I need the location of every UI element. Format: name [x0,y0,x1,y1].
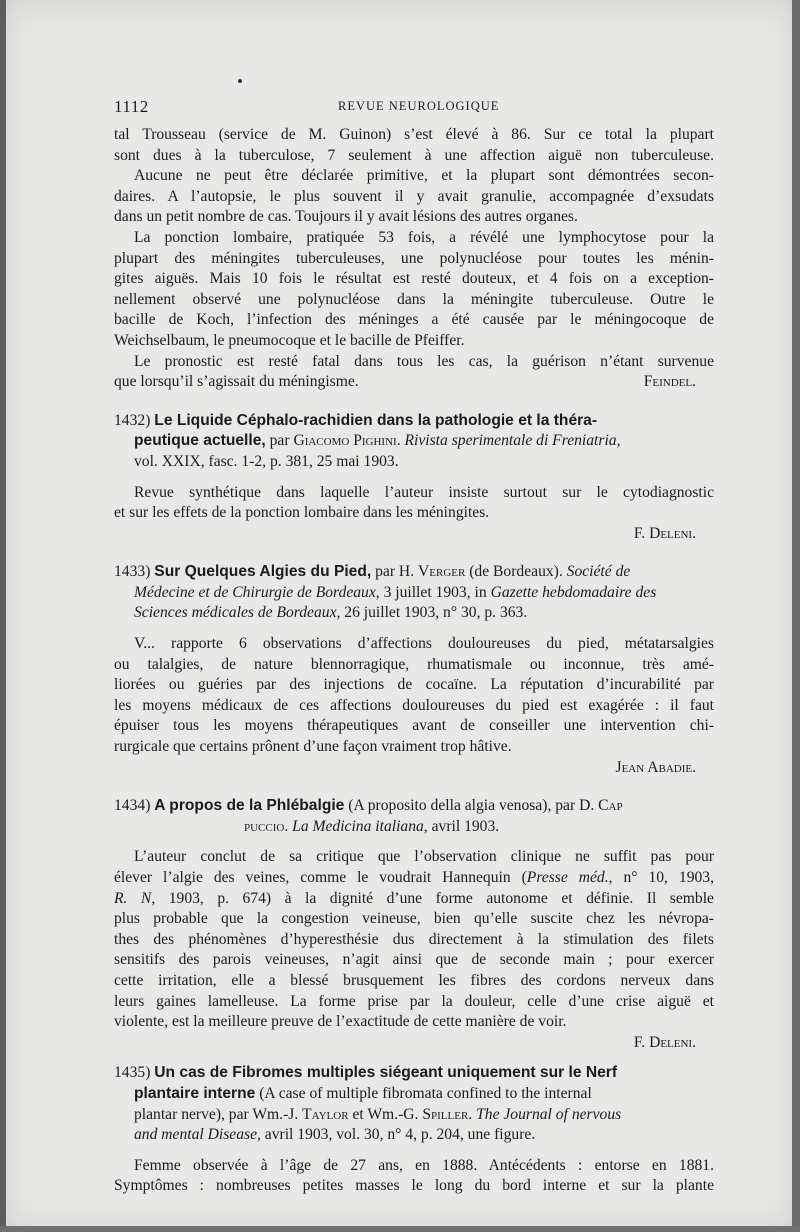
journal-title: Médecine et de Chirurgie de Bordeaux, [134,583,380,601]
text-line: plupart des méningites tuberculeuses, une polynucléose pour toutes les ménin- [114,249,714,267]
journal-title: Presse méd. [526,869,609,886]
scan-edge-left [0,0,6,1232]
article-heading [114,411,714,432]
text-fragment: que lorsqu’il s’agissait du méningisme. [114,373,359,391]
signature: Feindel. [643,373,696,391]
article-number: 1432) [114,411,151,429]
text-line: dans un petit nombre de cas. Toujours il y avait lésions des autres organes. [114,208,578,226]
text-fragment: élever l’algie des veines, comme le voudrait Hannequin ( [114,869,527,886]
article-title: peutique actuelle, [134,432,266,450]
journal-title: Sciences médicales de Bordeaux, [134,604,341,622]
text-line: rurgicale que certains prônent d’une façon vraiment trop hâtive. [114,738,512,756]
text-fragment: avril 1903, vol. 30, n° 4, p. 204, une figure. [260,1126,536,1144]
text-fragment: , n° 10, 1903, [608,869,714,886]
text-line: les moyens médicaux de ces affections douloureuses du pied est exagérée : il faut [114,696,714,714]
text-fragment: . [284,817,293,835]
text-line: daires. A l’autopsie, le plus souvent il y avait granulie, accompagnée d’exsudats [114,187,714,205]
text-fragment: 26 juillet 1903, n° 30, p. 363. [340,604,528,622]
author-name: Cap [598,797,623,815]
text-line: Weichselbaum, le pneumocoque et le bacille de Pfeiffer. [114,331,465,349]
citation-line [114,1125,714,1146]
section-gap [114,544,714,562]
article-heading: peutique actuelle, par Giacomo Pighini. Rivista sperimentale di Freniatria, [134,432,621,450]
text-line: sont dues à la tuberculose, 7 seulement à une affection aiguë non tuberculeuse. [114,146,714,164]
text-fragment: plantar nerve), par Wm.-J. [134,1105,303,1123]
text-line: Symptômes : nombreuses petites masses le long du bord interne et sur la plante [114,1177,714,1195]
text-line: violente, est la meilleure preuve de l’exactitude de cette manière de voir. [114,1013,567,1031]
page-header [114,97,714,117]
journal-title: Rivista sperimentale di Freniatria, [404,432,621,450]
text-line: La ponction lombaire, pratiquée 53 fois, a révélé une lymphocytose pour la [134,228,714,246]
article-heading [114,796,714,817]
text-fragment: avril 1903. [427,817,500,835]
section-gap [114,473,714,483]
text-line: bacille de Koch, l’infection des méninges a été causée par le méningocoque de [114,311,714,329]
journal-title: Société de [566,563,631,581]
section-gap [114,1146,714,1156]
citation-line [114,1105,714,1126]
text-line: nellement observé une polynucléose dans la méningite tuberculeuse. Outre le [114,290,714,308]
journal-title: R. N [114,889,152,907]
ink-speck [238,79,242,83]
journal-title: and mental Disease, [134,1126,261,1144]
article-title: Un cas de Fibromes multiples siégeant uniquement sur le Nerf [154,1064,618,1082]
signature: Jean Abadie. [615,758,696,776]
running-title: REVUE NEUROLOGIQUE [338,99,500,113]
text-line: Revue synthétique dans laquelle l’auteur insiste surtout sur le cytodiagnostic [134,483,714,501]
citation-line: vol. XXIX, fasc. 1-2, p. 381, 25 mai 1903. [134,452,399,470]
author-name: Verger [418,563,466,581]
text-line: ou talalgies, de nature blennorragique, rhumatismale ou inconnue, très amé- [114,655,714,673]
text-line: tal Trousseau (service de M. Guinon) s’est élevé à 86. Sur ce total la plupart [114,126,714,143]
text-line: liorées ou guéries par des injections de cocaïne. La réputation d’incurabilité par [114,676,714,694]
section-gap [114,393,714,411]
article-title: plantaire interne [134,1084,256,1102]
scan-edge-right [792,0,800,1232]
text-fragment: . [468,1105,477,1123]
article-number: 1434) [114,797,151,815]
author-name: puccio [244,817,285,835]
article-number: 1435) [114,1064,151,1082]
text-fragment: et Wm.-G. [348,1105,423,1123]
article-title: A propos de la Phlébalgie [154,797,345,815]
text-fragment: (A case of multiple fibromata confined to the internal [255,1084,592,1102]
text-line: gites aiguës. Mais 10 fois le résultat est resté douteux, et 4 fois on a exception- [114,270,714,288]
text-fragment: (de Bordeaux). [465,563,567,581]
text-line: thes des phénomènes d’hyperesthésie dus directement à la stimulation des filets [114,930,714,948]
article-title: Sur Quelques Algies du Pied, [154,563,372,581]
text-line: Le pronostic est resté fatal dans tous les cas, la guérison n’étant survenue [134,352,714,370]
section-gap [114,837,714,847]
text-fragment: par H. [371,563,418,581]
text-line [114,868,714,889]
text-line: Aucune ne peut être déclarée primitive, et la plupart sont démontrées secon- [134,167,714,185]
article-title: Le Liquide Céphalo-rachidien dans la pathologie et la théra- [154,411,598,429]
text-line: cette irritation, elle a blessé brusquement les fibres des cordons nerveux dans [114,971,714,989]
text-line: et sur les effets de la ponction lombaire dans les méningites. [114,504,490,522]
article-heading [114,562,714,583]
text-line: Femme observée à l’âge de 27 ans, en 1888. Antécédents : entorse en 1881. [134,1156,714,1174]
journal-title: The Journal of nervous [476,1105,622,1123]
text-fragment: (A proposito della algia venosa), par D. [344,797,599,815]
text-line: sensitifs des parois veineuses, n’agit ainsi que de seconde main ; pour exercer [114,951,714,969]
text-line: leurs gaines lamelleuse. La forme prise par la douleur, celle d’une crise aiguë et [114,992,714,1010]
author-name: Spiller [422,1105,469,1123]
text-line: épuiser tous les moyens thérapeutiques avant de conseiller une intervention chi- [114,717,714,735]
author-name: Taylor [302,1105,349,1123]
citation-line [114,583,714,604]
page-body [114,125,714,1197]
section-gap [114,1053,714,1063]
text-fragment: 3 juillet 1903, in [379,583,491,601]
journal-title: Gazette hebdomadaire des [490,583,657,601]
citation-line [114,817,714,838]
text-fragment: , 1903, p. 674) à la dignité d’une forme autonome et définie. Il semble [151,889,714,907]
journal-title: La Medicina italiana, [292,817,428,835]
page-number: 1112 [114,97,149,116]
article-heading [114,1063,714,1084]
section-gap [114,778,714,796]
text-line: plus probable que la congestion veineuse, bien qu’elle suscite chez les névropa- [114,910,714,928]
text-line [114,372,714,393]
signature: F. Deleni. [633,1033,696,1051]
text-line: L’auteur conclut de sa critique que l’observation clinique ne suffit pas pour [134,848,714,866]
scan-edge-bottom [0,1226,800,1232]
text-line: V... rapporte 6 observations d’affections douloureuses du pied, métatarsalgies [134,635,714,653]
citation-line [114,603,714,624]
article-heading [114,1084,714,1105]
article-number: 1433) [114,563,151,581]
signature: F. Deleni. [633,524,696,542]
text-fragment: par [265,432,294,450]
text-line [114,889,714,910]
section-gap [114,624,714,634]
author-name: Giacomo Pighini [293,432,397,450]
